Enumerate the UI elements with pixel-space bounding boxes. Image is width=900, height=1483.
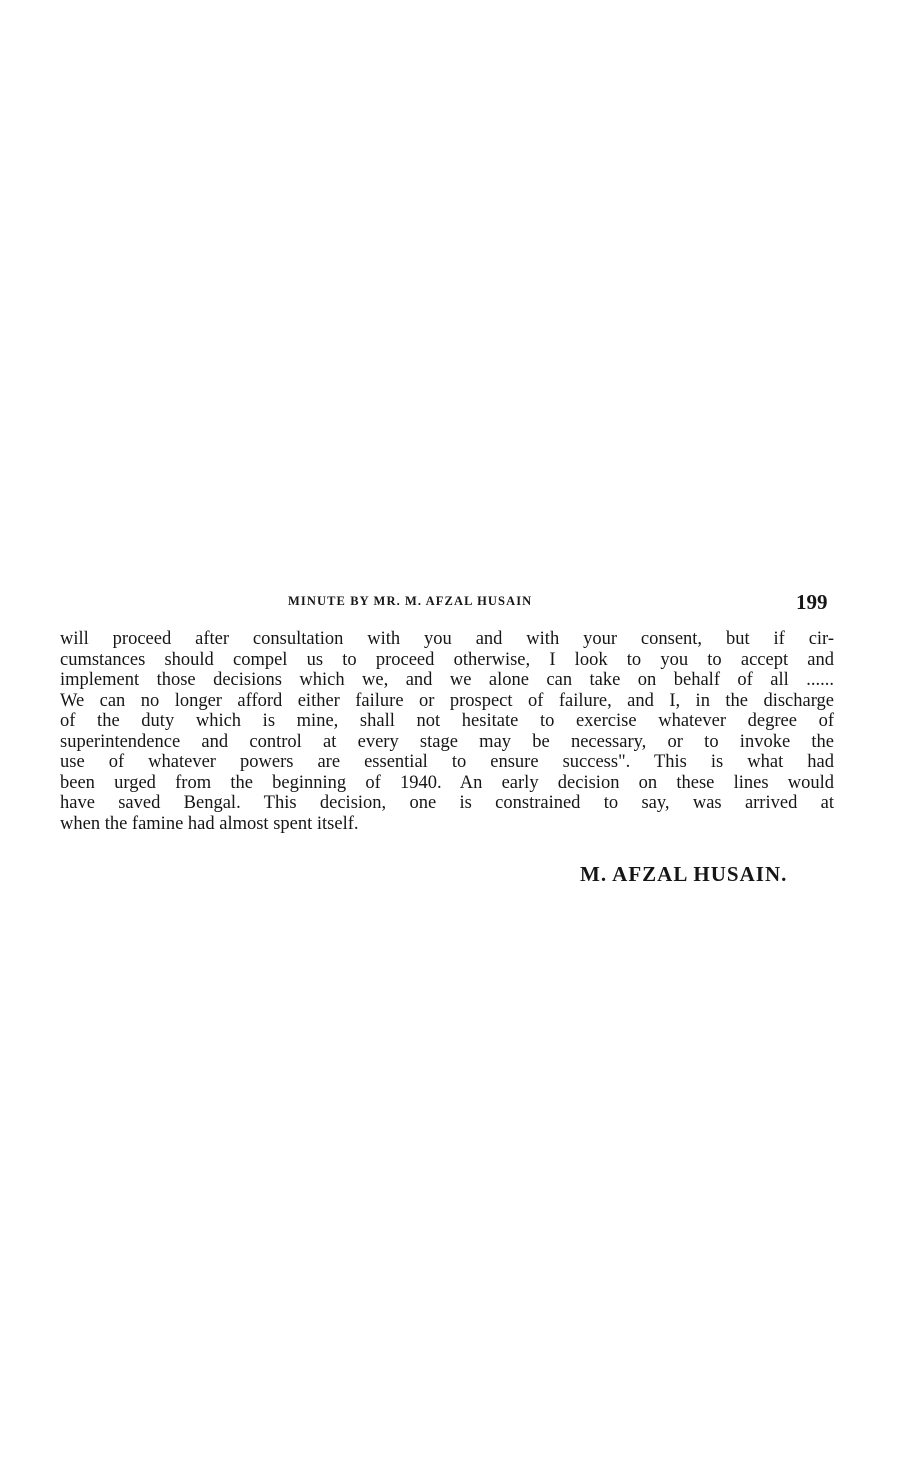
text-line: will proceed after consultation with you and with your consent, but if cir- (60, 629, 834, 649)
body-paragraph (60, 629, 834, 834)
text-line: We can no longer afford either failure or prospect of failure, and I, in the discharge (60, 690, 834, 711)
text-line: of the duty which is mine, shall not hesitate to exercise whatever degree of (60, 711, 834, 731)
text-line: superintendence and control at every stage may be necessary, or to invoke the (60, 731, 834, 752)
signature-name: M. AFZAL HUSAIN. (580, 862, 788, 886)
text-line: use of whatever powers are essential to ensure success". This is what had (60, 752, 834, 772)
text-line: when the famine had almost spent itself. (60, 813, 359, 834)
text-line: implement those decisions which we, and we alone can take on behalf of all ...... (60, 670, 834, 690)
text-line: have saved Bengal. This decision, one is constrained to say, was arrived at (60, 793, 834, 813)
running-head-title: MINUTE BY MR. M. AFZAL HUSAIN (288, 594, 533, 608)
text-line: cumstances should compel us to proceed otherwise, I look to you to accept and (60, 649, 834, 670)
page-number: 199 (796, 590, 828, 614)
text-line: been urged from the beginning of 1940. An early decision on these lines would (60, 772, 834, 793)
